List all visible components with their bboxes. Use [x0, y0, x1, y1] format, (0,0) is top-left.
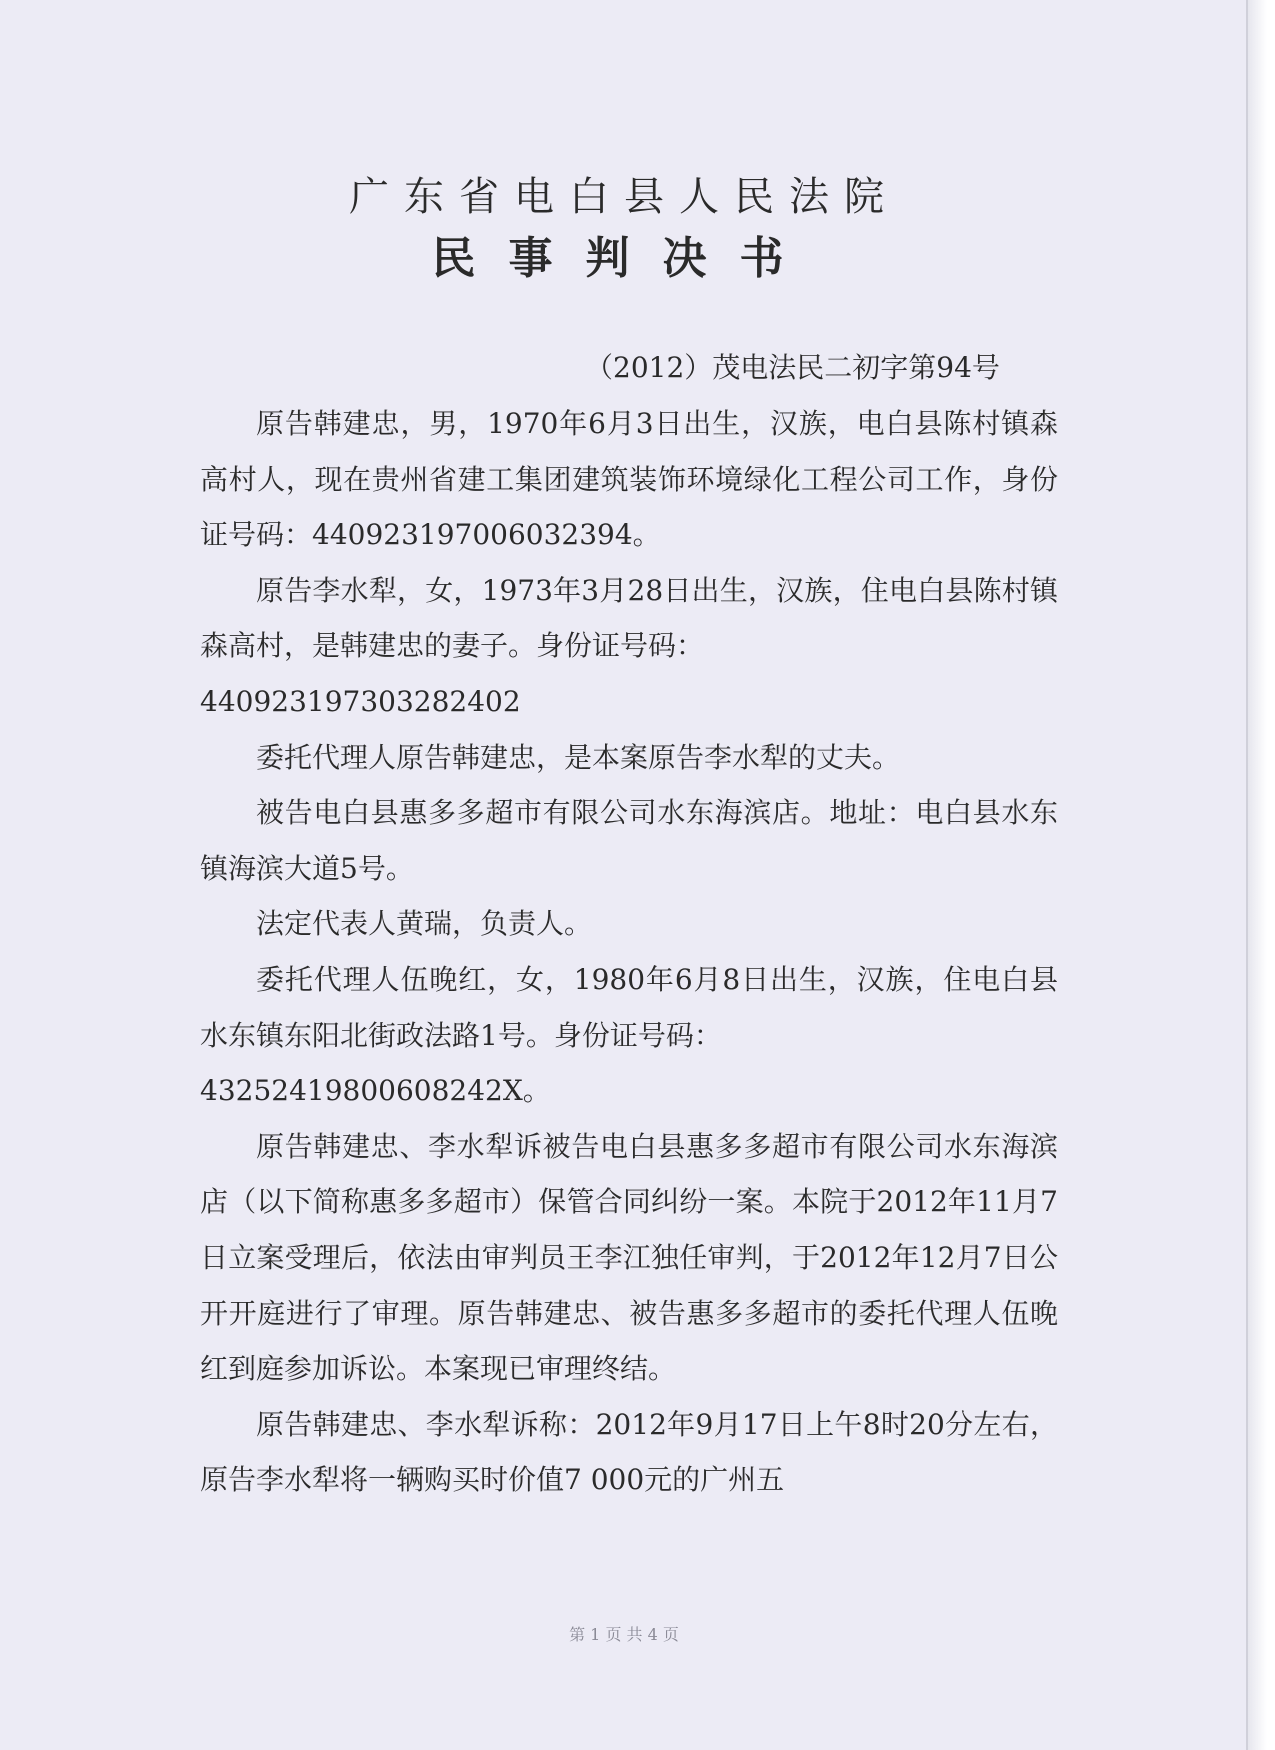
paragraph-plaintiff-2-id: 440923197303282402 [200, 684, 521, 718]
paragraph-case-procedure: 原告韩建忠、李水犁诉被告电白县惠多多超市有限公司水东海滨店（以下简称惠多多超市）保管合同纠纷一案。本院于2012年11月7日立案受理后，依法由审判员王李江独任审判，于2012年12月7日公开开庭进行了审理。原告韩建忠、被告惠多多超市的委托代理人伍晚红到庭参加诉讼。本案现已审理终结。 [200, 1129, 1058, 1386]
paragraph-plaintiff-2: 原告李水犁，女，1973年3月28日出生，汉族，住电白县陈村镇森高村，是韩建忠的妻子。身份证号码： [200, 573, 1058, 663]
paragraph-plaintiff-claim: 原告韩建忠、李水犁诉称：2012年9月17日上午8时20分左右，原告李水犁将一辆购买时价值7 000元的广州五 [200, 1407, 1058, 1497]
judgment-body [200, 396, 1058, 1508]
page-footer: 第 1 页 共 4 页 [569, 1625, 679, 1644]
paragraph-defendant-agent: 委托代理人伍晚红，女，1980年6月8日出生，汉族，住电白县水东镇东阳北街政法路1号。身份证号码： [200, 962, 1058, 1052]
paragraph-plaintiff-1: 原告韩建忠，男，1970年6月3日出生，汉族，电白县陈村镇森高村人，现在贵州省建工集团建筑装饰环境绿化工程公司工作，身份证号码：440923197006032394。 [200, 407, 1058, 552]
paragraph-plaintiff-agent: 委托代理人原告韩建忠，是本案原告李水犁的丈夫。 [256, 740, 901, 774]
page-edge [1248, 0, 1275, 1750]
document-type-heading: 民事判决书 [431, 233, 817, 284]
paragraph-legal-representative: 法定代表人黄瑞，负责人。 [256, 907, 593, 941]
court-name-heading: 广东省电白县人民法院 [349, 174, 899, 220]
paragraph-defendant-agent-id: 43252419800608242X。 [200, 1074, 551, 1108]
paragraph-defendant: 被告电白县惠多多超市有限公司水东海滨店。地址：电白县水东镇海滨大道5号。 [200, 796, 1058, 885]
case-number: （2012）茂电法民二初字第94号 [585, 351, 1000, 384]
